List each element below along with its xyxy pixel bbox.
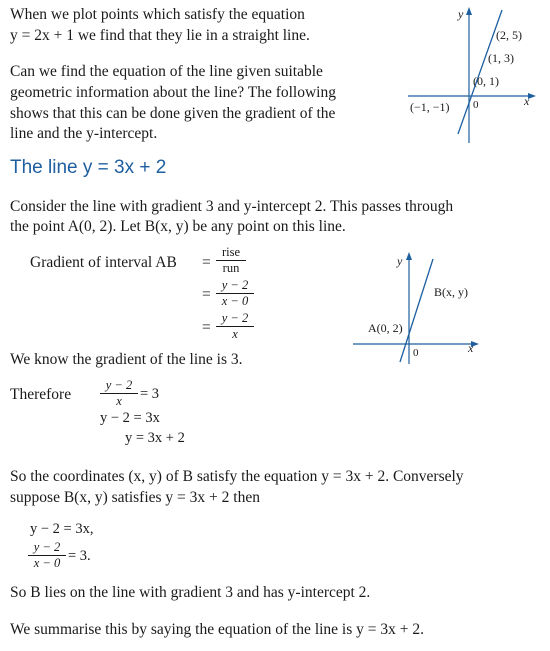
- figure-line-y-2x-1: [400, 0, 550, 145]
- therefore-label: Therefore: [10, 386, 72, 403]
- so-b-lies-text: So B lies on the line with gradient 3 and has y-intercept 2.: [10, 584, 371, 601]
- equals-sign-3: =: [202, 319, 211, 336]
- intro-line-2: y = 2x + 1 we find that they lie in a straight line.: [10, 27, 310, 44]
- consider-line-1: Consider the line with gradient 3 and y-intercept 2. This passes through: [10, 198, 454, 215]
- fraction-y-2-over-x-0: [216, 279, 254, 308]
- fraction-numerator: y − 2: [216, 312, 254, 327]
- therefore-eq2: y − 2 = 3x: [100, 410, 160, 426]
- fraction-denominator: x: [232, 327, 238, 341]
- fraction-denominator: x − 0: [33, 556, 61, 570]
- consider-line-2: the point A(0, 2). Let B(x, y) be any point on this line.: [10, 218, 346, 235]
- y-axis-label: y: [397, 254, 403, 268]
- figure-line-y-3x-2: [350, 246, 490, 366]
- fraction-denominator: run: [222, 261, 240, 275]
- fraction-therefore: [100, 379, 138, 408]
- converse-eq1: y − 2 = 3x,: [30, 521, 94, 537]
- point-label-0-1: (0, 1): [473, 74, 499, 88]
- therefore-eq1-rhs: = 3: [140, 386, 160, 402]
- intro-line-1: When we plot points which satisfy the equation: [10, 6, 305, 23]
- fraction-numerator: y − 2: [100, 379, 138, 394]
- intro-line-3: Can we find the equation of the line given suitable: [10, 63, 323, 80]
- fraction-numerator: y − 2: [216, 279, 254, 294]
- fraction-numerator: y − 2: [28, 541, 66, 556]
- point-label-1-3: (1, 3): [488, 51, 514, 65]
- intro-line-6: line and the y-intercept.: [10, 125, 158, 142]
- x-axis-label: x: [524, 94, 530, 108]
- origin-label: 0: [413, 347, 419, 359]
- point-label-a: A(0, 2): [368, 321, 403, 335]
- y-axis-arrow-icon: [406, 252, 412, 260]
- point-label-2-5: (2, 5): [496, 28, 522, 42]
- so-coordinates-line-1: So the coordinates (x, y) of B satisfy the equation y = 3x + 2. Conversely: [10, 468, 464, 485]
- fraction-numerator: rise: [216, 246, 246, 261]
- equals-sign-2: =: [202, 286, 211, 303]
- fraction-y-2-over-x: [216, 312, 254, 341]
- so-coordinates-line-2: suppose B(x, y) satisfies y = 3x + 2 then: [10, 489, 260, 506]
- fraction-denominator: x − 0: [221, 294, 249, 308]
- therefore-eq3: y = 3x + 2: [125, 430, 185, 446]
- section-heading: The line y = 3x + 2: [10, 157, 167, 178]
- origin-label: 0: [473, 99, 479, 111]
- y-axis-arrow-icon: [466, 7, 472, 15]
- point-label-neg1-neg1: (−1, −1): [410, 100, 450, 114]
- y-axis-label: y: [458, 7, 464, 21]
- fraction-converse: [28, 541, 66, 570]
- converse-frac-rhs: = 3.: [68, 548, 91, 564]
- summary-text: We summarise this by saying the equation of the line is y = 3x + 2.: [10, 621, 425, 638]
- know-gradient-text: We know the gradient of the line is 3.: [10, 351, 243, 368]
- x-axis-label: x: [468, 341, 474, 355]
- fraction-denominator: x: [116, 394, 122, 408]
- gradient-label: Gradient of interval AB: [30, 254, 177, 271]
- equals-sign-1: =: [202, 254, 211, 271]
- intro-line-4: geometric information about the line? The following: [10, 84, 336, 101]
- point-label-b: B(x, y): [434, 285, 468, 299]
- intro-line-5: shows that this can be done given the gradient of the: [10, 105, 336, 122]
- fraction-rise-run: [216, 246, 246, 275]
